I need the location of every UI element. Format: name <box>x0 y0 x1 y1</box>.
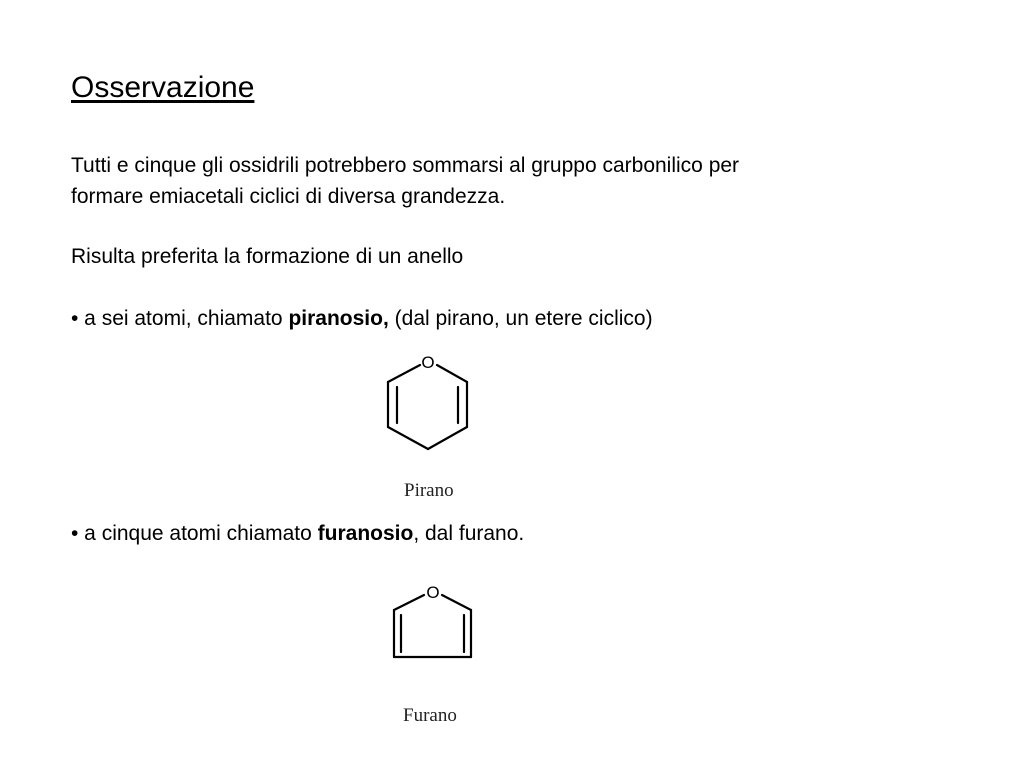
furan-bond-o-c5 <box>442 595 471 610</box>
furan-structure <box>380 578 490 668</box>
pyran-bond-o-c6 <box>437 365 467 382</box>
paragraph-hydroxyls <box>71 150 971 212</box>
slide-title: Osservazione <box>71 71 255 104</box>
bullet-five-atoms-suffix: , dal furano. <box>413 522 525 545</box>
term-piranosio: piranosio, <box>288 307 389 330</box>
term-furanosio: furanosio <box>317 522 414 545</box>
furan-oxygen-label: O <box>426 583 440 602</box>
furan-caption: Furano <box>403 705 457 726</box>
pyran-bond-c3-c4 <box>388 427 428 449</box>
bullet-six-atoms <box>71 303 971 334</box>
bullet-six-atoms-suffix: (dal pirano, un etere ciclico) <box>388 307 653 330</box>
pyran-oxygen-label: O <box>421 353 435 372</box>
bullet-six-atoms-prefix: • a sei atomi, chiamato <box>71 307 289 330</box>
paragraph-hydroxyls-line1: Tutti e cinque gli ossidrili potrebbero sommarsi al gruppo carbonilico per <box>71 154 740 177</box>
pyran-bond-c5-c4 <box>428 427 467 449</box>
pyran-structure <box>370 345 490 455</box>
paragraph-hydroxyls-line2: formare emiacetali ciclici di diversa grandezza. <box>71 185 506 208</box>
pyran-bond-o-c2 <box>388 365 420 382</box>
pyran-caption: Pirano <box>404 480 454 501</box>
bullet-five-atoms-prefix: • a cinque atomi chiamato <box>71 522 318 545</box>
paragraph-preferred-ring: Risulta preferita la formazione di un anello <box>71 245 464 268</box>
furan-bond-o-c2 <box>394 595 424 610</box>
bullet-five-atoms <box>71 518 971 549</box>
